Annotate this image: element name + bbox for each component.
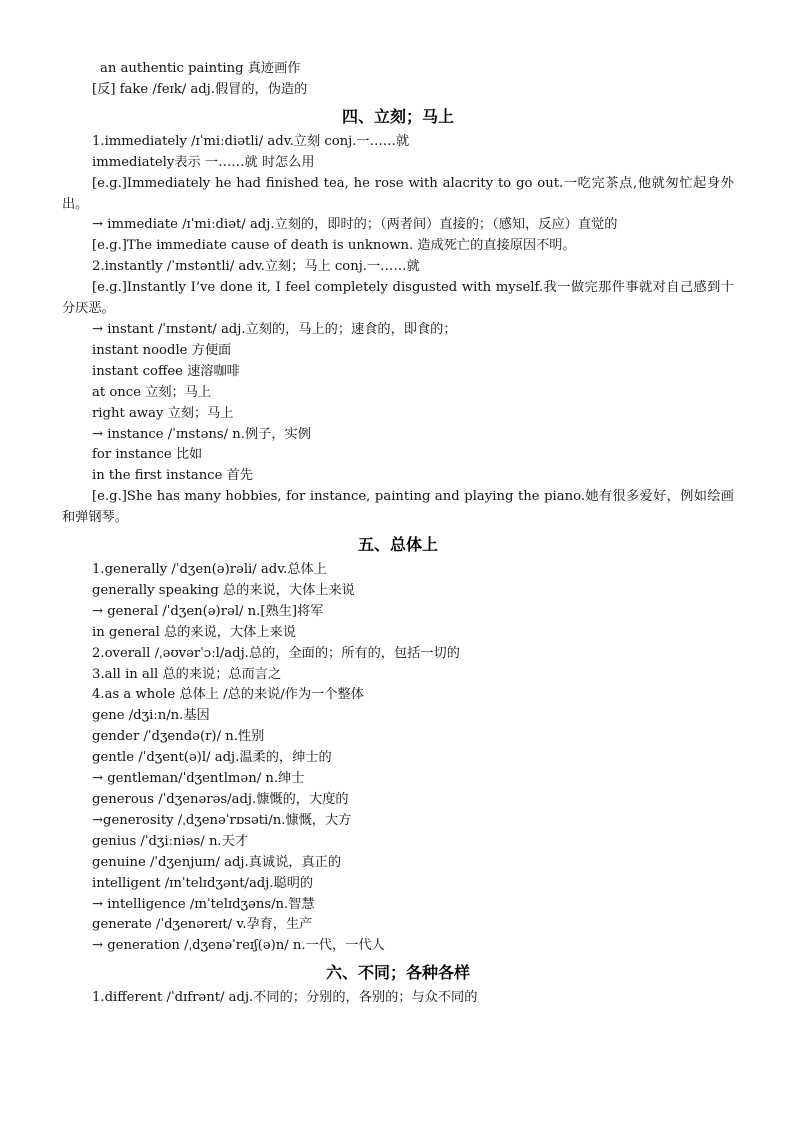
text-line: → instant /ˈɪnstənt/ adj.立刻的，马上的；速食的，即食的； [92, 321, 457, 337]
text-line: instant noodle 方便面 [92, 342, 232, 358]
text-line: generous /ˈdʒenərəs/adj.慷慨的，大度的 [92, 792, 349, 807]
section-heading: 四、立刻；马上 [341, 106, 454, 126]
text-line: gender /ˈdʒendə(r)/ n.性别 [92, 729, 265, 745]
text-line: →generosity /ˌdʒenəˈrɒsəti/n.慷慨，大方 [92, 812, 352, 828]
example-paragraph: [e.g.]She has many hobbies, for instance, painting and playing the piano.她有很多爱好，例如绘画和弹钢琴。 [62, 489, 734, 526]
text-line: right away 立刻；马上 [92, 405, 234, 421]
text-line: an authentic painting 真迹画作 [100, 61, 301, 76]
text-line: → generation /ˌdʒenəˈreɪʃ(ə)n/ n.一代，一代人 [92, 938, 385, 954]
text-line: → intelligence /ɪnˈtelɪdʒəns/n.智慧 [92, 896, 315, 912]
text-line: [反] fake /feɪk/ adj.假冒的，伪造的 [92, 81, 308, 97]
text-line: in the first instance 首先 [92, 468, 253, 484]
text-paragraph: → immediate /ɪˈmiːdiət/ adj.立刻的，即时的；（两者间）直接的；（感知，反应）直觉的 [92, 217, 618, 233]
text-line: gene /dʒiːn/n.基因 [92, 708, 210, 724]
text-line: 2.overall /ˌəʊvərˈɔːl/adj.总的，全面的；所有的，包括一切的 [92, 645, 460, 661]
text-line: 1.immediately /ɪˈmiːdiətli/ adv.立刻 conj.一……就 [92, 133, 410, 149]
text-line: for instance 比如 [92, 447, 203, 463]
text-line: 2.instantly /ˈɪnstəntli/ adv.立刻；马上 conj.一……就 [92, 259, 420, 275]
text-line: genius /ˈdʒiːniəs/ n.天才 [92, 833, 249, 849]
text-line: 3.all in all 总的来说；总而言之 [92, 666, 282, 682]
example-paragraph: [e.g.]Immediately he had finished tea, he rose with alacrity to go out.一吃完茶点,他就匆忙起身外出。 [62, 175, 734, 212]
text-line: 1.generally /ˈdʒen(ə)rəli/ adv.总体上 [92, 562, 327, 578]
text-line: 1.different /ˈdɪfrənt/ adj.不同的；分别的，各别的；与众不同的 [92, 990, 478, 1006]
section-heading: 五、总体上 [357, 535, 438, 555]
text-line: generally speaking 总的来说，大体上来说 [92, 582, 355, 598]
section-heading: 六、不同；各种各样 [325, 963, 470, 983]
text-line: immediately表示 一……就 时怎么用 [92, 154, 315, 170]
text-line: → general /ˈdʒen(ə)rəl/ n.[熟生]将军 [92, 603, 324, 619]
text-line: → instance /ˈɪnstəns/ n.例子，实例 [92, 426, 311, 442]
text-line: 4.as a whole 总体上 /总的来说/作为一个整体 [92, 687, 364, 703]
text-line: instant coffee 速溶咖啡 [92, 363, 240, 379]
text-line: gentle /ˈdʒent(ə)l/ adj.温柔的，绅士的 [92, 750, 332, 766]
document-body [62, 59, 734, 1009]
text-line: genuine /ˈdʒenjuɪn/ adj.真诚说，真正的 [92, 854, 342, 870]
text-line: → gentleman/ˈdʒentlmən/ n.绅士 [92, 771, 305, 787]
text-line: [e.g.]The immediate cause of death is unknown. 造成死亡的直接原因不明。 [92, 238, 576, 254]
example-paragraph: [e.g.]Instantly I’ve done it, I feel completely disgusted with myself.我一做完那件事就对自己感到十分厌恶。 [62, 280, 734, 317]
text-line: at once 立刻；马上 [92, 384, 212, 400]
text-line: generate /ˈdʒenəreɪt/ v.孕育，生产 [92, 917, 313, 933]
text-line: in general 总的来说，大体上来说 [92, 624, 296, 640]
text-line: intelligent /ɪnˈtelɪdʒənt/adj.聪明的 [92, 875, 314, 891]
